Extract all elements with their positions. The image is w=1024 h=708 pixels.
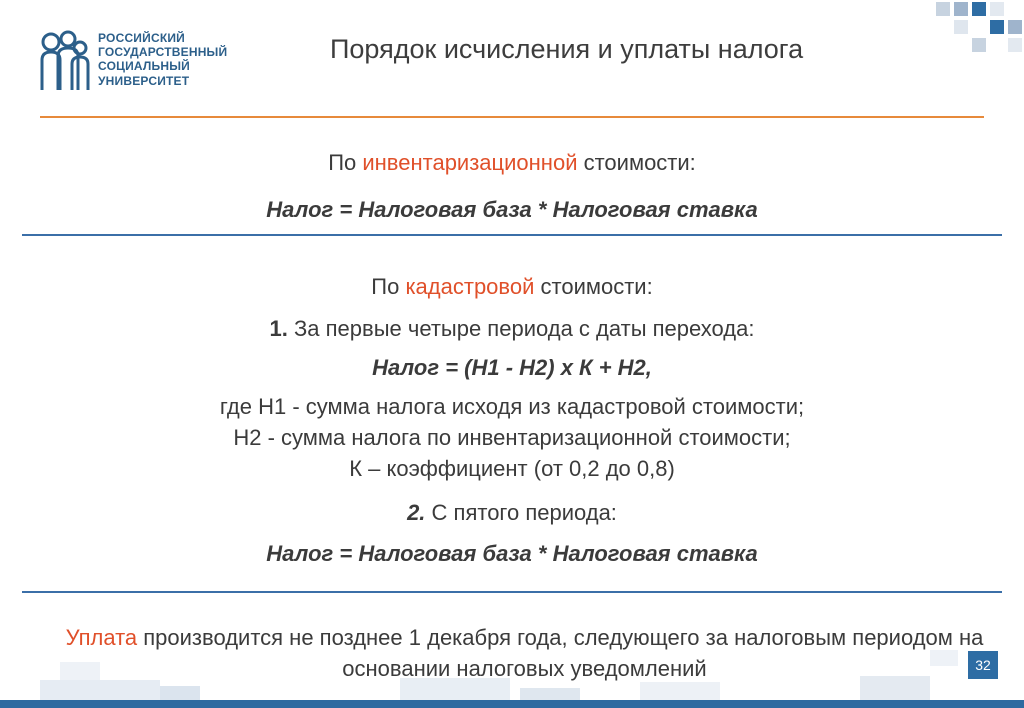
where-line-3: К – коэффициент (от 0,2 до 0,8) [349, 456, 675, 481]
section1-suffix: стоимости: [577, 150, 696, 175]
section2-heading [0, 274, 1024, 300]
bottom-band [0, 700, 1024, 708]
section1-heading [0, 150, 1024, 176]
step1-number: 1. [269, 316, 288, 341]
university-name [98, 31, 227, 88]
university-logo-icon [38, 30, 92, 92]
step1-line [0, 316, 1024, 342]
formula1: Налог = (Н1 - Н2) х К + Н2, [372, 355, 652, 380]
decor-squares-top [930, 0, 1024, 60]
formula2: Налог = Налоговая база * Налоговая ставка [266, 541, 758, 566]
logo-line: УНИВЕРСИТЕТ [98, 73, 190, 88]
step2-number: 2. [407, 500, 426, 525]
section2-highlight: кадастровой [405, 274, 535, 299]
section1-prefix: По [328, 150, 363, 175]
section2-prefix: По [371, 274, 406, 299]
section-divider-1 [22, 234, 1002, 236]
step2-text: С пятого периода: [425, 500, 617, 525]
where-line-2: Н2 - сумма налога по инвентаризационной стоимости; [233, 425, 791, 450]
logo-line: ГОСУДАРСТВЕННЫЙ [98, 45, 228, 60]
section1-formula: Налог = Налоговая база * Налоговая ставка [266, 197, 758, 222]
section-divider-2 [22, 591, 1002, 593]
payment-highlight: Уплата [65, 625, 138, 650]
payment-note [52, 622, 997, 684]
page-number-badge: 32 [968, 651, 998, 679]
step1-text: За первые четыре периода с даты перехода: [287, 316, 755, 341]
step2-line [0, 500, 1024, 526]
where-line-1: где Н1 - сумма налога исходя из кадастровой стоимости; [219, 394, 805, 419]
payment-text: производится не позднее 1 декабря года, следующего за налоговым периодом на основании налоговых уведомлений [137, 625, 984, 681]
section2-suffix: стоимости: [534, 274, 653, 299]
slide-title: Порядок исчисления и уплаты налога [330, 34, 804, 64]
logo-line: СОЦИАЛЬНЫЙ [98, 59, 190, 74]
logo-line: РОССИЙСКИЙ [98, 31, 186, 45]
title-divider [40, 116, 984, 118]
section1-highlight: инвентаризационной [362, 150, 578, 175]
